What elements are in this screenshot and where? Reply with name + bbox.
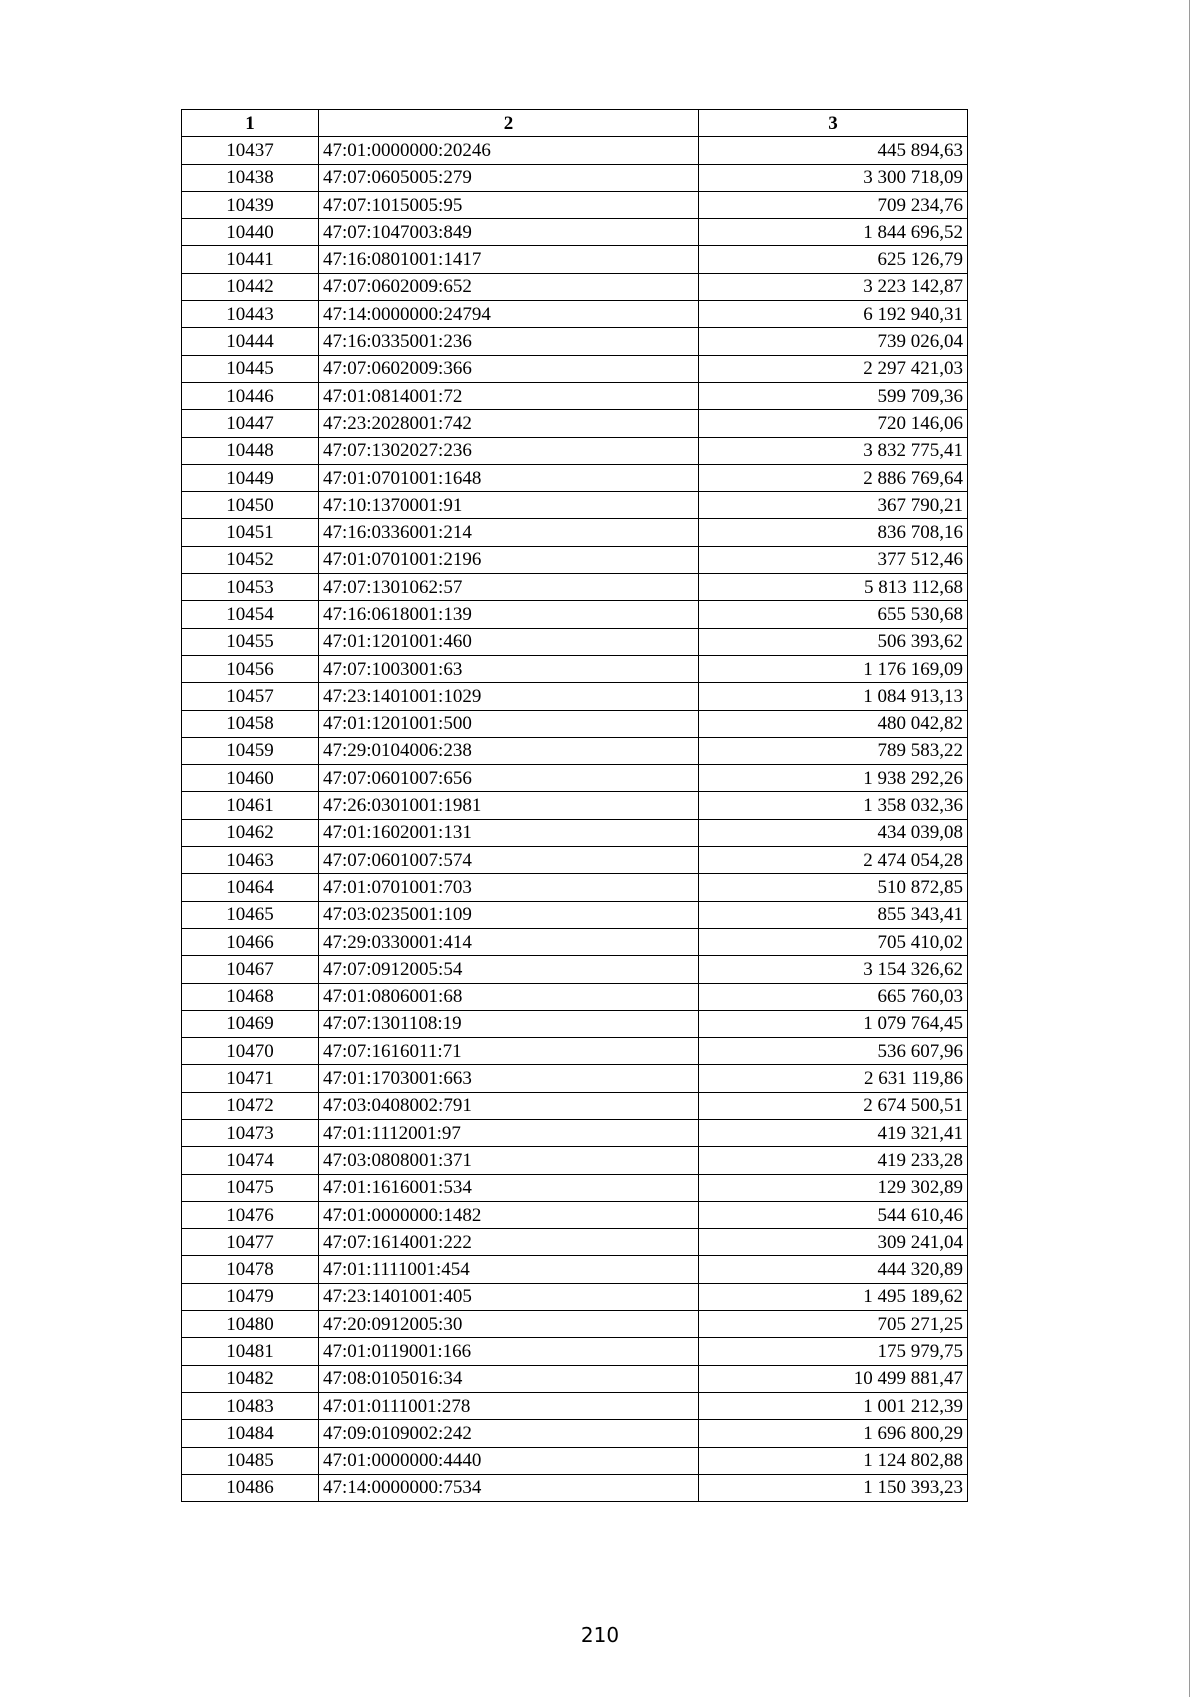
table-row	[182, 1092, 968, 1119]
row-number-cell: 10468	[182, 983, 319, 1010]
table-row	[182, 328, 968, 355]
table-row	[182, 956, 968, 983]
value-cell: 377 512,46	[699, 546, 968, 573]
table-row	[182, 901, 968, 928]
row-number-cell: 10480	[182, 1311, 319, 1338]
value-cell: 720 146,06	[699, 410, 968, 437]
table-row	[182, 1147, 968, 1174]
cadastral-number-cell: 47:01:1201001:500	[319, 710, 699, 737]
row-number-cell: 10471	[182, 1065, 319, 1092]
row-number-cell: 10446	[182, 382, 319, 409]
value-cell: 1 001 212,39	[699, 1392, 968, 1419]
value-cell: 2 297 421,03	[699, 355, 968, 382]
cadastral-number-cell: 47:26:0301001:1981	[319, 792, 699, 819]
value-cell: 1 124 802,88	[699, 1447, 968, 1474]
value-cell: 3 154 326,62	[699, 956, 968, 983]
value-cell: 419 321,41	[699, 1119, 968, 1146]
table-row	[182, 1010, 968, 1037]
value-cell: 709 234,76	[699, 191, 968, 218]
table-row	[182, 710, 968, 737]
value-cell: 544 610,46	[699, 1201, 968, 1228]
value-cell: 655 530,68	[699, 601, 968, 628]
value-cell: 2 674 500,51	[699, 1092, 968, 1119]
row-number-cell: 10442	[182, 273, 319, 300]
row-number-cell: 10439	[182, 191, 319, 218]
row-number-cell: 10457	[182, 683, 319, 710]
table-row	[182, 737, 968, 764]
row-number-cell: 10482	[182, 1365, 319, 1392]
row-number-cell: 10444	[182, 328, 319, 355]
cadastral-number-cell: 47:07:1301062:57	[319, 574, 699, 601]
page-number: 210	[580, 1623, 620, 1647]
cadastral-number-cell: 47:16:0801001:1417	[319, 246, 699, 273]
table-row	[182, 874, 968, 901]
table-row	[182, 819, 968, 846]
cadastral-number-cell: 47:01:0000000:1482	[319, 1201, 699, 1228]
table-row	[182, 191, 968, 218]
cadastral-number-cell: 47:03:0808001:371	[319, 1147, 699, 1174]
row-number-cell: 10458	[182, 710, 319, 737]
cadastral-number-cell: 47:07:1302027:236	[319, 437, 699, 464]
table-row	[182, 355, 968, 382]
cadastral-number-cell: 47:01:0701001:1648	[319, 464, 699, 491]
row-number-cell: 10452	[182, 546, 319, 573]
row-number-cell: 10481	[182, 1338, 319, 1365]
row-number-cell: 10469	[182, 1010, 319, 1037]
value-cell: 705 410,02	[699, 928, 968, 955]
row-number-cell: 10448	[182, 437, 319, 464]
value-cell: 2 631 119,86	[699, 1065, 968, 1092]
table-row	[182, 464, 968, 491]
cadastral-number-cell: 47:07:1047003:849	[319, 219, 699, 246]
table-row	[182, 1447, 968, 1474]
cadastral-number-cell: 47:14:0000000:24794	[319, 301, 699, 328]
value-cell: 480 042,82	[699, 710, 968, 737]
cadastral-number-cell: 47:01:0111001:278	[319, 1392, 699, 1419]
row-number-cell: 10454	[182, 601, 319, 628]
row-number-cell: 10462	[182, 819, 319, 846]
table-row	[182, 1174, 968, 1201]
cadastral-number-cell: 47:01:1112001:97	[319, 1119, 699, 1146]
table-row	[182, 1201, 968, 1228]
table-row	[182, 519, 968, 546]
table-row	[182, 601, 968, 628]
row-number-cell: 10466	[182, 928, 319, 955]
value-cell: 739 026,04	[699, 328, 968, 355]
row-number-cell: 10478	[182, 1256, 319, 1283]
value-cell: 434 039,08	[699, 819, 968, 846]
cadastral-number-cell: 47:07:0601007:656	[319, 765, 699, 792]
row-number-cell: 10453	[182, 574, 319, 601]
table-row	[182, 1338, 968, 1365]
table-row	[182, 1038, 968, 1065]
cadastral-number-cell: 47:01:0119001:166	[319, 1338, 699, 1365]
table-row	[182, 137, 968, 164]
cadastral-number-cell: 47:07:0605005:279	[319, 164, 699, 191]
value-cell: 3 300 718,09	[699, 164, 968, 191]
row-number-cell: 10461	[182, 792, 319, 819]
cadastral-number-cell: 47:07:1614001:222	[319, 1229, 699, 1256]
page-edge	[1189, 0, 1200, 1697]
table-row	[182, 1420, 968, 1447]
value-cell: 705 271,25	[699, 1311, 968, 1338]
cadastral-number-cell: 47:03:0408002:791	[319, 1092, 699, 1119]
cadastral-number-cell: 47:01:0701001:703	[319, 874, 699, 901]
value-cell: 836 708,16	[699, 519, 968, 546]
row-number-cell: 10438	[182, 164, 319, 191]
table-row	[182, 847, 968, 874]
column-header-2: 2	[319, 110, 699, 137]
cadastral-number-cell: 47:07:1301108:19	[319, 1010, 699, 1037]
table-row	[182, 246, 968, 273]
cadastral-number-cell: 47:01:0806001:68	[319, 983, 699, 1010]
row-number-cell: 10473	[182, 1119, 319, 1146]
table-row	[182, 683, 968, 710]
value-cell: 1 084 913,13	[699, 683, 968, 710]
cadastral-number-cell: 47:29:0330001:414	[319, 928, 699, 955]
table-row	[182, 492, 968, 519]
header-row	[182, 110, 968, 137]
cadastral-number-cell: 47:01:1602001:131	[319, 819, 699, 846]
cadastral-number-cell: 47:01:0000000:4440	[319, 1447, 699, 1474]
cadastral-number-cell: 47:16:0335001:236	[319, 328, 699, 355]
value-cell: 309 241,04	[699, 1229, 968, 1256]
cadastral-number-cell: 47:01:1201001:460	[319, 628, 699, 655]
row-number-cell: 10467	[182, 956, 319, 983]
cadastral-number-cell: 47:07:1003001:63	[319, 655, 699, 682]
value-cell: 1 844 696,52	[699, 219, 968, 246]
value-cell: 1 938 292,26	[699, 765, 968, 792]
cadastral-number-cell: 47:03:0235001:109	[319, 901, 699, 928]
cadastral-number-cell: 47:08:0105016:34	[319, 1365, 699, 1392]
value-cell: 1 079 764,45	[699, 1010, 968, 1037]
cadastral-number-cell: 47:09:0109002:242	[319, 1420, 699, 1447]
cadastral-number-cell: 47:10:1370001:91	[319, 492, 699, 519]
value-cell: 536 607,96	[699, 1038, 968, 1065]
cadastral-number-cell: 47:07:0601007:574	[319, 847, 699, 874]
value-cell: 6 192 940,31	[699, 301, 968, 328]
table-row	[182, 164, 968, 191]
row-number-cell: 10437	[182, 137, 319, 164]
table-row	[182, 410, 968, 437]
row-number-cell: 10449	[182, 464, 319, 491]
cadastral-number-cell: 47:20:0912005:30	[319, 1311, 699, 1338]
value-cell: 1 150 393,23	[699, 1474, 968, 1501]
value-cell: 3 223 142,87	[699, 273, 968, 300]
table-row	[182, 382, 968, 409]
value-cell: 1 176 169,09	[699, 655, 968, 682]
row-number-cell: 10474	[182, 1147, 319, 1174]
table-row	[182, 928, 968, 955]
cadastral-number-cell: 47:07:1015005:95	[319, 191, 699, 218]
column-header-3: 3	[699, 110, 968, 137]
data-table	[181, 109, 968, 1502]
table-row	[182, 628, 968, 655]
row-number-cell: 10459	[182, 737, 319, 764]
cadastral-number-cell: 47:16:0618001:139	[319, 601, 699, 628]
row-number-cell: 10455	[182, 628, 319, 655]
cadastral-number-cell: 47:16:0336001:214	[319, 519, 699, 546]
value-cell: 5 813 112,68	[699, 574, 968, 601]
row-number-cell: 10483	[182, 1392, 319, 1419]
table-row	[182, 1311, 968, 1338]
value-cell: 175 979,75	[699, 1338, 968, 1365]
cadastral-number-cell: 47:01:1703001:663	[319, 1065, 699, 1092]
value-cell: 599 709,36	[699, 382, 968, 409]
table-row	[182, 765, 968, 792]
value-cell: 789 583,22	[699, 737, 968, 764]
cadastral-number-cell: 47:01:0701001:2196	[319, 546, 699, 573]
cadastral-number-cell: 47:01:1111001:454	[319, 1256, 699, 1283]
row-number-cell: 10451	[182, 519, 319, 546]
value-cell: 2 886 769,64	[699, 464, 968, 491]
row-number-cell: 10476	[182, 1201, 319, 1228]
row-number-cell: 10460	[182, 765, 319, 792]
table-row	[182, 1283, 968, 1310]
table-row	[182, 437, 968, 464]
row-number-cell: 10464	[182, 874, 319, 901]
table-row	[182, 574, 968, 601]
table-row	[182, 1256, 968, 1283]
cadastral-number-cell: 47:01:0814001:72	[319, 382, 699, 409]
value-cell: 367 790,21	[699, 492, 968, 519]
column-header-1: 1	[182, 110, 319, 137]
cadastral-number-cell: 47:23:1401001:1029	[319, 683, 699, 710]
value-cell: 3 832 775,41	[699, 437, 968, 464]
row-number-cell: 10443	[182, 301, 319, 328]
value-cell: 129 302,89	[699, 1174, 968, 1201]
cadastral-number-cell: 47:07:0912005:54	[319, 956, 699, 983]
value-cell: 506 393,62	[699, 628, 968, 655]
cadastral-number-cell: 47:01:0000000:20246	[319, 137, 699, 164]
table-row	[182, 1229, 968, 1256]
value-cell: 445 894,63	[699, 137, 968, 164]
row-number-cell: 10463	[182, 847, 319, 874]
cadastral-number-cell: 47:07:0602009:366	[319, 355, 699, 382]
row-number-cell: 10475	[182, 1174, 319, 1201]
row-number-cell: 10447	[182, 410, 319, 437]
cadastral-number-cell: 47:29:0104006:238	[319, 737, 699, 764]
table-row	[182, 219, 968, 246]
table-row	[182, 655, 968, 682]
value-cell: 444 320,89	[699, 1256, 968, 1283]
row-number-cell: 10440	[182, 219, 319, 246]
value-cell: 2 474 054,28	[699, 847, 968, 874]
table-row	[182, 1065, 968, 1092]
value-cell: 855 343,41	[699, 901, 968, 928]
cadastral-number-cell: 47:23:2028001:742	[319, 410, 699, 437]
table-row	[182, 1474, 968, 1501]
row-number-cell: 10484	[182, 1420, 319, 1447]
value-cell: 625 126,79	[699, 246, 968, 273]
value-cell: 665 760,03	[699, 983, 968, 1010]
row-number-cell: 10485	[182, 1447, 319, 1474]
table-row	[182, 301, 968, 328]
value-cell: 1 696 800,29	[699, 1420, 968, 1447]
row-number-cell: 10445	[182, 355, 319, 382]
cadastral-number-cell: 47:07:1616011:71	[319, 1038, 699, 1065]
row-number-cell: 10472	[182, 1092, 319, 1119]
row-number-cell: 10450	[182, 492, 319, 519]
row-number-cell: 10456	[182, 655, 319, 682]
value-cell: 510 872,85	[699, 874, 968, 901]
cadastral-number-cell: 47:23:1401001:405	[319, 1283, 699, 1310]
table-row	[182, 792, 968, 819]
row-number-cell: 10441	[182, 246, 319, 273]
row-number-cell: 10486	[182, 1474, 319, 1501]
value-cell: 1 495 189,62	[699, 1283, 968, 1310]
table-row	[182, 546, 968, 573]
table-row	[182, 1119, 968, 1146]
cadastral-number-cell: 47:07:0602009:652	[319, 273, 699, 300]
row-number-cell: 10470	[182, 1038, 319, 1065]
row-number-cell: 10479	[182, 1283, 319, 1310]
table-row	[182, 983, 968, 1010]
table-row	[182, 273, 968, 300]
cadastral-number-cell: 47:14:0000000:7534	[319, 1474, 699, 1501]
table-body	[182, 137, 968, 1502]
value-cell: 419 233,28	[699, 1147, 968, 1174]
table-row	[182, 1365, 968, 1392]
cadastral-number-cell: 47:01:1616001:534	[319, 1174, 699, 1201]
table-row	[182, 1392, 968, 1419]
value-cell: 10 499 881,47	[699, 1365, 968, 1392]
row-number-cell: 10477	[182, 1229, 319, 1256]
value-cell: 1 358 032,36	[699, 792, 968, 819]
row-number-cell: 10465	[182, 901, 319, 928]
